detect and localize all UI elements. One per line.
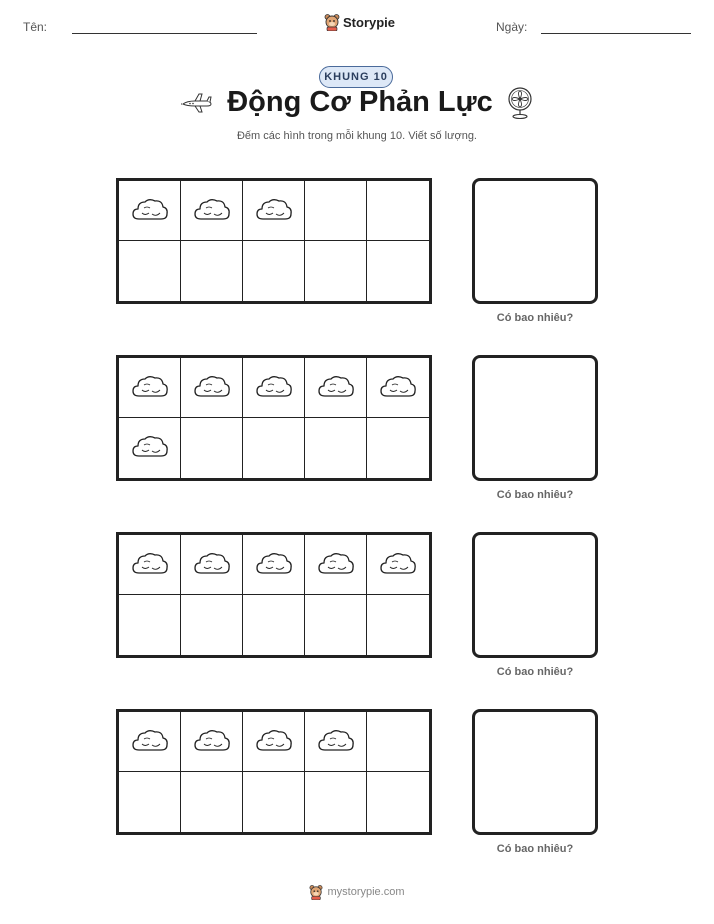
brand-name: Storypie <box>343 14 396 30</box>
ten-frame-cell <box>181 358 243 418</box>
page-title: Động Cơ Phản Lực <box>227 86 493 118</box>
ten-frame-cell <box>243 712 305 772</box>
ten-frame-cell <box>305 418 367 478</box>
ten-frame-cell <box>243 358 305 418</box>
ten-frame-cell <box>367 772 429 832</box>
ten-frame-cell <box>243 772 305 832</box>
instructions: Đếm các hình trong mỗi khung 10. Viết số lượng. <box>236 130 477 142</box>
ten-frame-badge: KHUNG 10 <box>319 66 393 88</box>
name-write-line[interactable] <box>72 33 257 34</box>
bear-mascot-icon <box>324 13 340 31</box>
bear-mascot-icon <box>309 884 323 900</box>
ten-frame-cell <box>119 358 181 418</box>
cloud-icon <box>316 727 356 757</box>
ten-frame-cell <box>367 241 429 301</box>
title-row <box>0 86 714 119</box>
cloud-icon <box>130 727 170 757</box>
ten-frame <box>116 709 432 835</box>
ten-frame-cell <box>181 418 243 478</box>
ten-frame-cell <box>305 772 367 832</box>
date-write-line[interactable] <box>541 33 691 34</box>
cloud-icon <box>316 550 356 580</box>
fan-icon <box>507 87 533 119</box>
cloud-icon <box>130 433 170 463</box>
ten-frame-cell <box>367 181 429 241</box>
ten-frame-cell <box>181 241 243 301</box>
cloud-icon <box>316 373 356 403</box>
name-label: Tên: <box>23 20 48 34</box>
ten-frame <box>116 532 432 658</box>
how-many-label: Có bao nhiêu? <box>496 489 574 501</box>
ten-frame-cell <box>367 712 429 772</box>
how-many-label: Có bao nhiêu? <box>496 843 574 855</box>
how-many-label: Có bao nhiêu? <box>496 312 574 324</box>
date-label: Ngày: <box>496 20 528 34</box>
ten-frame-cell <box>367 535 429 595</box>
ten-frame-cell <box>243 241 305 301</box>
cloud-icon <box>254 373 294 403</box>
cloud-icon <box>254 727 294 757</box>
answer-box[interactable] <box>472 532 598 658</box>
ten-frame-cell <box>119 535 181 595</box>
ten-frame-cell <box>119 181 181 241</box>
footer <box>0 884 714 900</box>
ten-frame-cell <box>181 595 243 655</box>
cloud-icon <box>378 550 418 580</box>
ten-frame-cell <box>367 595 429 655</box>
ten-frame-cell <box>243 181 305 241</box>
ten-frame-cell <box>305 595 367 655</box>
cloud-icon <box>130 373 170 403</box>
ten-frame-cell <box>243 595 305 655</box>
how-many-label: Có bao nhiêu? <box>496 666 574 678</box>
ten-frame-cell <box>119 712 181 772</box>
ten-frame-cell <box>243 418 305 478</box>
ten-frame-cell <box>305 241 367 301</box>
cloud-icon <box>254 550 294 580</box>
ten-frame-cell <box>305 712 367 772</box>
cloud-icon <box>130 550 170 580</box>
answer-box[interactable] <box>472 709 598 835</box>
cloud-icon <box>192 196 232 226</box>
cloud-icon <box>192 373 232 403</box>
ten-frame-cell <box>181 181 243 241</box>
footer-site: mystorypie.com <box>327 886 405 898</box>
cloud-icon <box>378 373 418 403</box>
ten-frame-cell <box>243 535 305 595</box>
ten-frame-cell <box>305 181 367 241</box>
ten-frame <box>116 178 432 304</box>
ten-frame <box>116 355 432 481</box>
ten-frame-cell <box>119 595 181 655</box>
cloud-icon <box>130 196 170 226</box>
ten-frame-cell <box>119 418 181 478</box>
ten-frame-cell <box>367 358 429 418</box>
ten-frame-cell <box>181 535 243 595</box>
cloud-icon <box>192 727 232 757</box>
answer-box[interactable] <box>472 355 598 481</box>
brand-logo <box>324 13 395 31</box>
answer-box[interactable] <box>472 178 598 304</box>
ten-frame-cell <box>181 772 243 832</box>
ten-frame-cell <box>119 772 181 832</box>
cloud-icon <box>192 550 232 580</box>
ten-frame-cell <box>119 241 181 301</box>
ten-frame-cell <box>305 535 367 595</box>
ten-frame-cell <box>305 358 367 418</box>
cloud-icon <box>254 196 294 226</box>
airplane-icon <box>181 92 213 114</box>
ten-frame-cell <box>367 418 429 478</box>
ten-frame-cell <box>181 712 243 772</box>
